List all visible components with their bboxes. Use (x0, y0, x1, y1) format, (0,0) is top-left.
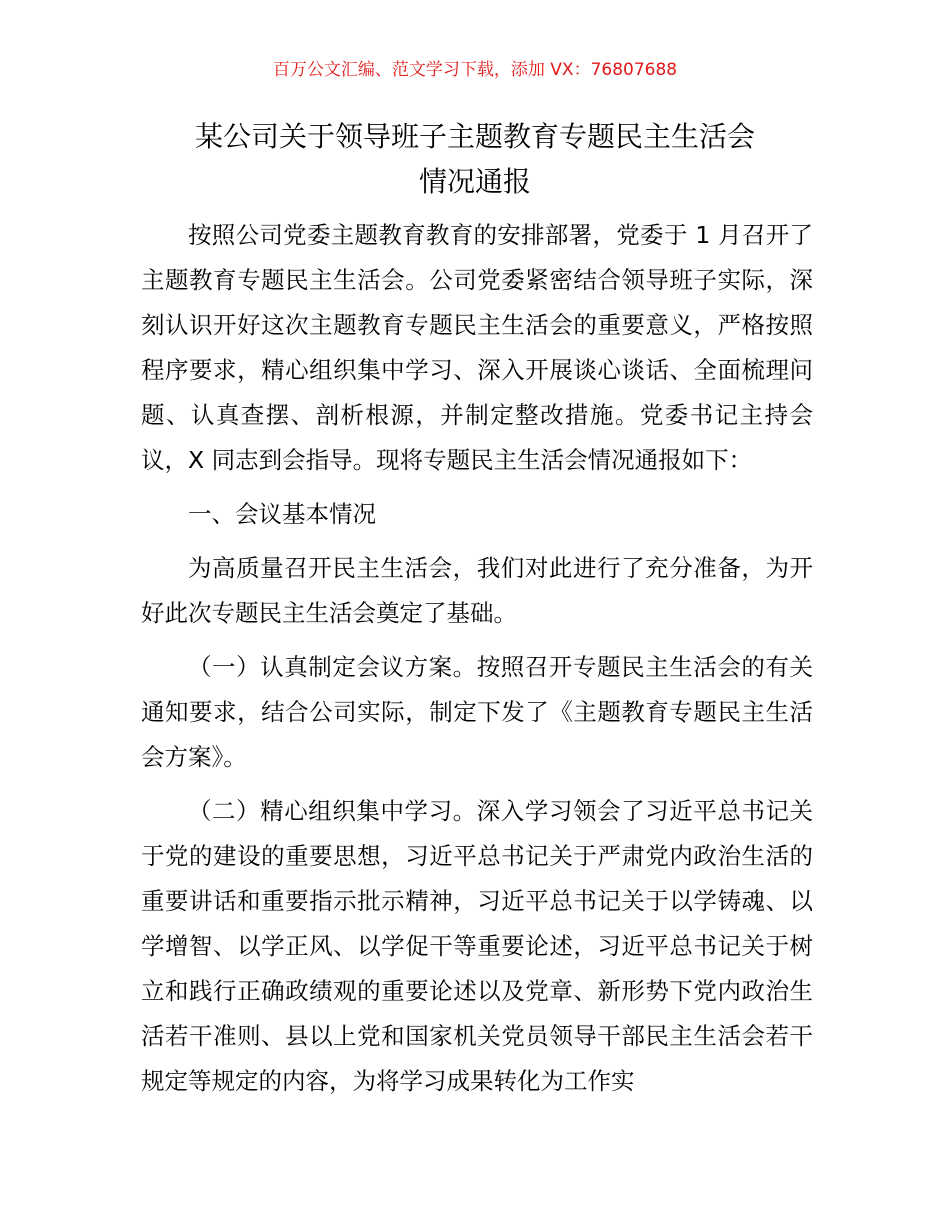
paragraph-item-2: （二）精心组织集中学习。深入学习领会了习近平总书记关于党的建设的重要思想，习近平总书记关于严肃党内政治生活的重要讲话和重要指示批示精神，习近平总书记关于以学铸魂、以学增智、以学正风、以学促干等重要论述，习近平总书记关于树立和践行正确政绩观的重要论述以及党章、新形势下党内政治生活若干准则、县以上党和国家机关党员领导干部民主生活会若干规定等规定的内容，为将学习成果转化为工作实 (141, 797, 813, 1095)
title-line-1: 某公司关于领导班子主题教育专题民主生活会 (194, 120, 755, 153)
document-title (120, 114, 830, 204)
section-heading: 一、会议基本情况 (188, 500, 376, 528)
document-body (141, 213, 813, 1104)
title-line-2: 情况通报 (418, 165, 531, 198)
paragraph-intro: 按照公司党委主题教育教育的安排部署，党委于 1 月召开了主题教育专题民主生活会。公司党委紧密结合领导班子实际，深刻认识开好这次主题教育专题民主生活会的重要意义，严格按照程序要求，精心组织集中学习、深入开展谈心谈话、全面梳理问题、认真查摆、剖析根源，并制定整改措施。党委书记主持会议，X 同志到会指导。现将专题民主生活会情况通报如下： (141, 221, 813, 474)
header-note: 百万公文汇编、范文学习下载，添加 VX：76807688 (272, 60, 678, 80)
paragraph-item-1: （一）认真制定会议方案。按照召开专题民主生活会的有关通知要求，结合公司实际，制定下发了《主题教育专题民主生活会方案》。 (141, 653, 813, 771)
paragraph-preparation: 为高质量召开民主生活会，我们对此进行了充分准备，为开好此次专题民主生活会奠定了基础。 (141, 554, 813, 627)
